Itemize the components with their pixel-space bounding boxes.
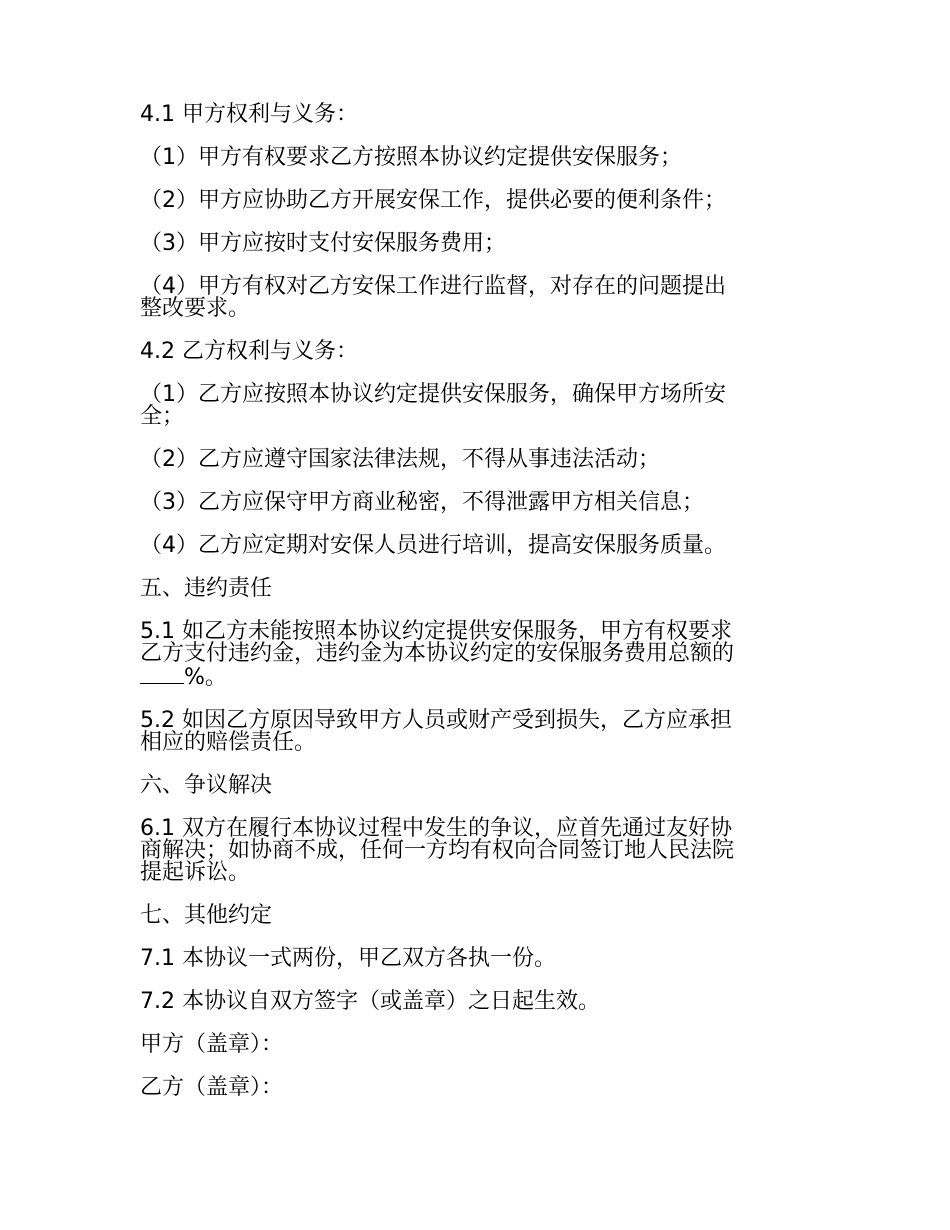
party-b-seal-label: 乙方（盖章）： bbox=[140, 1075, 284, 1100]
clause-4-1-item-1: （1）甲方有权要求乙方按照本协议约定提供安保服务； bbox=[140, 145, 682, 170]
clause-5-1-line-2: 乙方支付违约金，违约金为本协议约定的安保服务费用总额的 bbox=[140, 641, 735, 666]
clause-4-2-item-1 bbox=[140, 384, 820, 428]
clause-6-1-line-3: 提起诉讼。 bbox=[140, 860, 251, 885]
clause-5-1-line-1: 5.1 如乙方未能按照本协议约定提供安保服务，甲方有权要求 bbox=[140, 619, 732, 644]
clause-7-2: 7.2 本协议自双方签字（或盖章）之日起生效。 bbox=[140, 989, 600, 1014]
clause-5-2 bbox=[140, 710, 820, 754]
section-6-title: 六、争议解决 bbox=[140, 773, 273, 798]
clause-4-2-item-1-line-2: 全； bbox=[140, 404, 185, 429]
percent-suffix: %。 bbox=[184, 665, 227, 690]
clause-7-1: 7.1 本协议一式两份，甲乙双方各执一份。 bbox=[140, 946, 556, 971]
clause-5-2-line-1: 5.2 如因乙方原因导致甲方人员或财产受到损失，乙方应承担 bbox=[140, 708, 732, 733]
clause-4-2-item-4: （4）乙方应定期对安保人员进行培训，提高安保服务质量。 bbox=[140, 533, 726, 558]
clause-5-1-line-3 bbox=[140, 665, 820, 689]
document-page bbox=[140, 104, 820, 1099]
clause-4-1-heading: 4.1 甲方权利与义务： bbox=[140, 102, 358, 127]
party-a-seal-label: 甲方（盖章）： bbox=[140, 1032, 284, 1057]
clause-4-2-heading: 4.2 乙方权利与义务： bbox=[140, 339, 358, 364]
clause-5-2-line-2: 相应的赔偿责任。 bbox=[140, 730, 317, 755]
clause-4-2-item-3: （3）乙方应保守甲方商业秘密，不得泄露甲方相关信息； bbox=[140, 490, 704, 515]
clause-4-1-item-4 bbox=[140, 276, 820, 320]
clause-5-1 bbox=[140, 621, 820, 689]
clause-4-1-item-2: （2）甲方应协助乙方开展安保工作，提供必要的便利条件； bbox=[140, 188, 726, 213]
clause-4-2-item-2: （2）乙方应遵守国家法律法规，不得从事违法活动； bbox=[140, 447, 660, 472]
clause-6-1 bbox=[140, 818, 820, 884]
clause-4-2-item-1-line-1: （1）乙方应按照本协议约定提供安保服务，确保甲方场所安 bbox=[140, 382, 726, 407]
clause-6-1-line-2: 商解决；如协商不成，任何一方均有权向合同签订地人民法院 bbox=[140, 838, 735, 863]
section-5-title: 五、违约责任 bbox=[140, 576, 273, 601]
clause-6-1-line-1: 6.1 双方在履行本协议过程中发生的争议，应首先通过友好协 bbox=[140, 816, 732, 841]
clause-4-1-item-3: （3）甲方应按时支付安保服务费用； bbox=[140, 231, 506, 256]
penalty-percent-blank bbox=[140, 665, 184, 684]
clause-4-1-item-4-line-2: 整改要求。 bbox=[140, 296, 251, 321]
section-7-title: 七、其他约定 bbox=[140, 903, 273, 928]
clause-4-1-item-4-line-1: （4）甲方有权对乙方安保工作进行监督，对存在的问题提出 bbox=[140, 274, 726, 299]
